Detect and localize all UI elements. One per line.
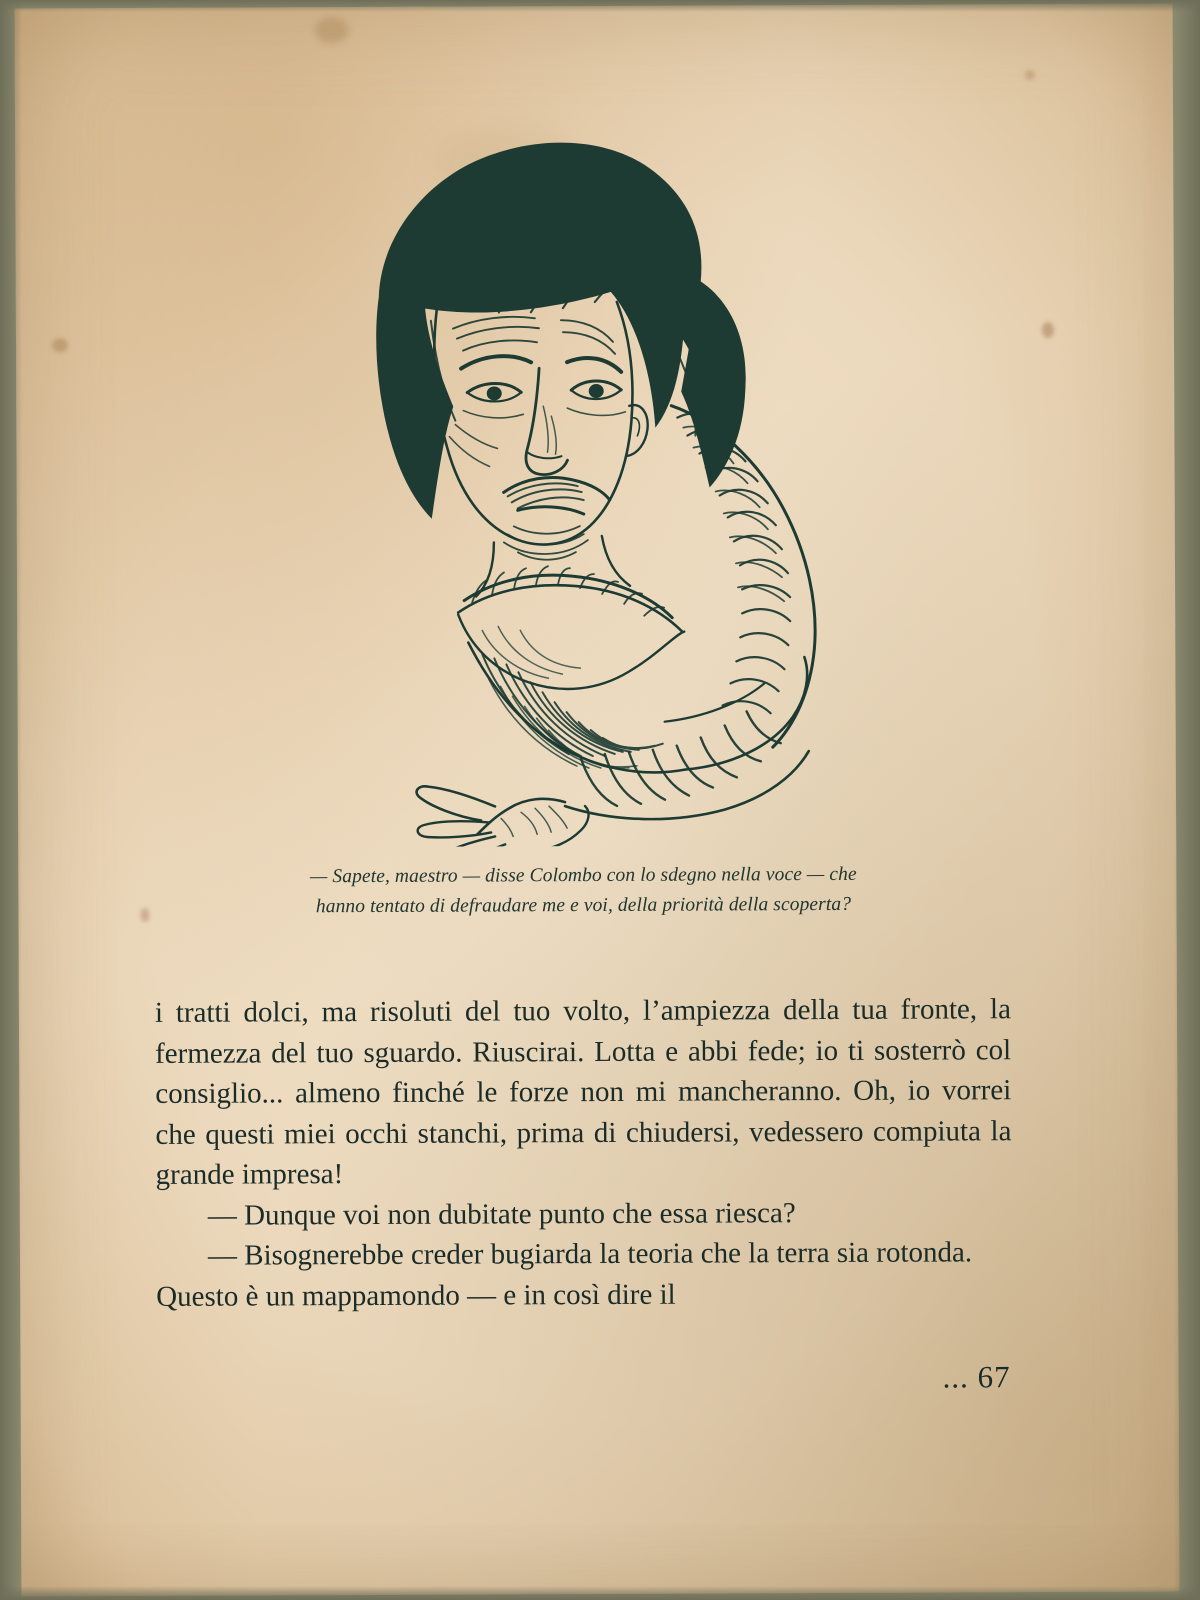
page-body-text [155, 989, 1012, 1317]
paper-stain [52, 338, 68, 352]
paragraph: — Bisognerebbe creder bugiarda la teoria che la terra sia rotonda. Questo è un mappamondo — e in così dire il [156, 1236, 973, 1313]
paper-stain [140, 908, 149, 922]
caption-line-1: — Sapete, maestro — disse Colombo con lo sdegno nella voce — che [309, 863, 857, 888]
page-number: ... 67 [942, 1359, 1011, 1395]
caption-line-2: hanno tentato di defraudare me e voi, della priorità della scoperta? [315, 893, 852, 917]
illustration-caption [223, 859, 943, 921]
colombo-pointing-illustration [230, 105, 853, 848]
paper-stain [1042, 322, 1054, 338]
paper-stain [1025, 70, 1035, 80]
paragraph: i tratti dolci, ma risoluti del tuo volto, l’ampiezza della tua fronte, la fermezza del tuo sguardo. Riuscirai. Lotta e abbi fede; io ti sosterrò col consiglio... almeno finché le forze non mi mancheranno. Oh, io vorrei che questi miei occhi stanchi, prima di chiudersi, vedessero compiuta la grande impresa! [154, 993, 1012, 1191]
book-page [15, 3, 1180, 1596]
paragraph: — Dunque voi non dubitate punto che essa riesca? [207, 1196, 796, 1232]
paper-stain [315, 17, 349, 43]
